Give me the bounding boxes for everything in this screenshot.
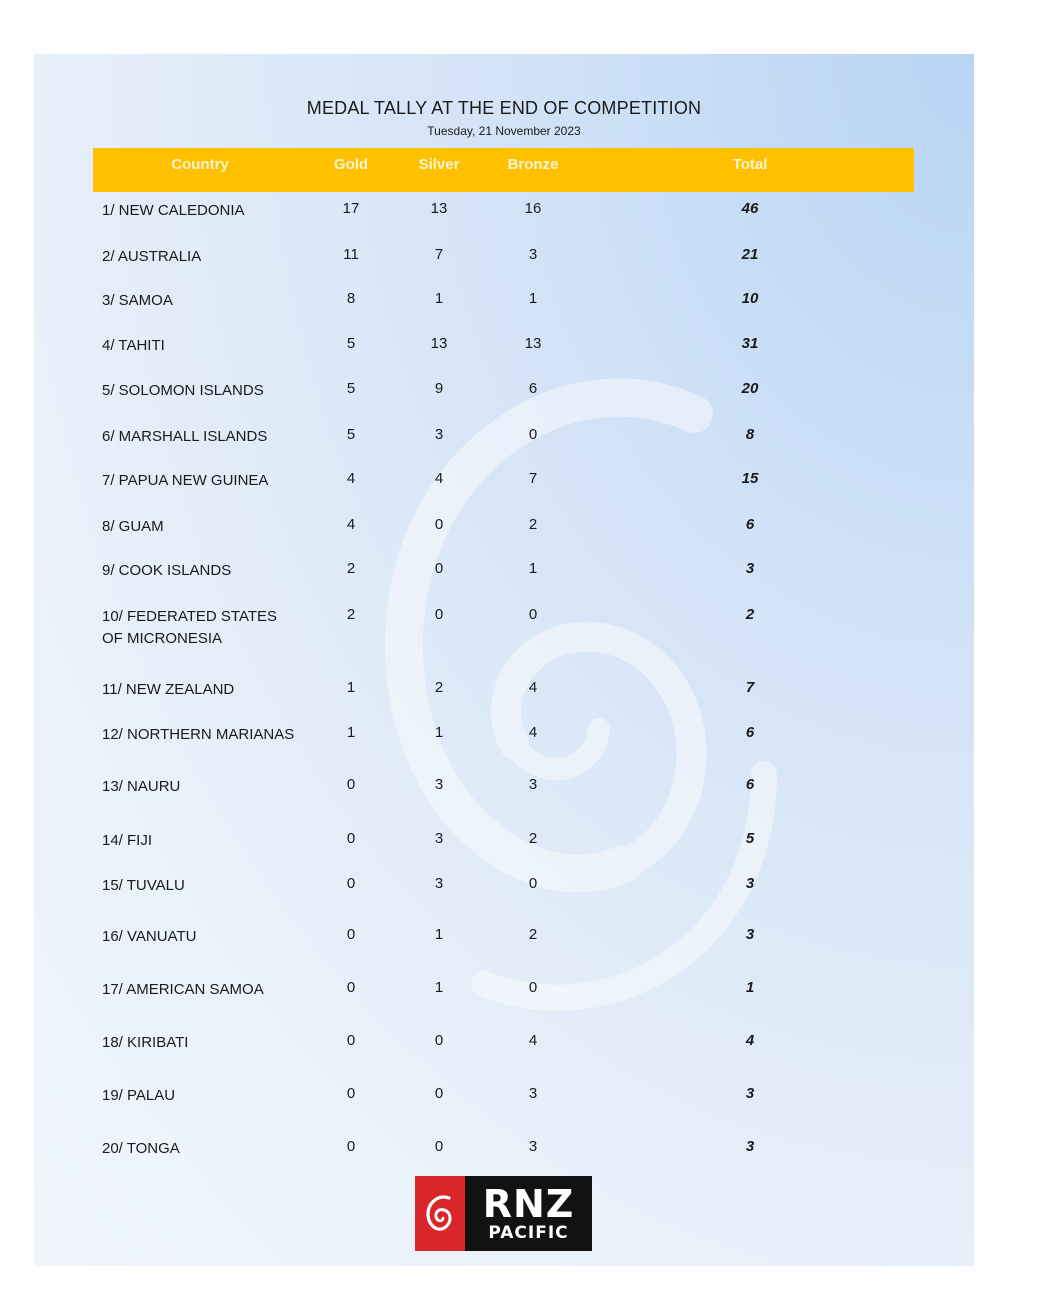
country-cell: 11/ NEW ZEALAND — [102, 681, 235, 698]
silver-cell: 3 — [434, 776, 444, 793]
bronze-cell: 4 — [528, 724, 538, 741]
total-cell: 6 — [745, 724, 755, 741]
country-cell: 8/ GUAM — [102, 518, 164, 535]
bronze-cell: 3 — [528, 246, 538, 263]
country-cell: 20/ TONGA — [102, 1140, 180, 1157]
gold-cell: 2 — [346, 560, 356, 577]
country-cell: 4/ TAHITI — [102, 337, 165, 354]
country-cell: 1/ NEW CALEDONIA — [102, 202, 245, 219]
total-cell: 3 — [745, 560, 755, 577]
gold-cell: 0 — [346, 979, 356, 996]
bronze-cell: 13 — [524, 335, 542, 352]
bronze-cell: 2 — [528, 516, 538, 533]
header-silver: Silver — [418, 156, 460, 173]
country-cell: 14/ FIJI — [102, 832, 153, 849]
silver-cell: 0 — [434, 606, 444, 623]
bronze-cell: 7 — [528, 470, 538, 487]
country-cell: 16/ VANUATU — [102, 928, 197, 945]
silver-cell: 0 — [434, 516, 444, 533]
country-cell: 13/ NAURU — [102, 778, 181, 795]
medal-tally-sheet — [34, 54, 974, 1266]
country-cell: 18/ KIRIBATI — [102, 1034, 189, 1051]
swirl-watermark-icon — [364, 344, 784, 1044]
silver-cell: 0 — [434, 1138, 444, 1155]
country-cell: 9/ COOK ISLANDS — [102, 562, 232, 579]
total-cell: 15 — [741, 470, 759, 487]
rnz-pacific-logo — [415, 1176, 592, 1251]
total-cell: 6 — [745, 776, 755, 793]
total-cell: 3 — [745, 875, 755, 892]
gold-cell: 0 — [346, 875, 356, 892]
gold-cell: 1 — [346, 724, 356, 741]
country-cell: 12/ NORTHERN MARIANAS — [102, 726, 295, 743]
total-cell: 10 — [741, 290, 759, 307]
gold-cell: 5 — [346, 426, 356, 443]
gold-cell: 4 — [346, 470, 356, 487]
country-cell: 7/ PAPUA NEW GUINEA — [102, 472, 269, 489]
total-cell: 46 — [741, 200, 759, 217]
bronze-cell: 1 — [528, 290, 538, 307]
total-cell: 5 — [745, 830, 755, 847]
bronze-cell: 0 — [528, 606, 538, 623]
total-cell: 2 — [745, 606, 755, 623]
total-cell: 8 — [745, 426, 755, 443]
header-country: Country — [171, 156, 229, 173]
total-cell: 20 — [741, 380, 759, 397]
bronze-cell: 1 — [528, 560, 538, 577]
bronze-cell: 2 — [528, 830, 538, 847]
total-cell: 3 — [745, 1085, 755, 1102]
rnz-wordmark — [465, 1176, 592, 1251]
gold-cell: 1 — [346, 679, 356, 696]
bronze-cell: 3 — [528, 1138, 538, 1155]
total-cell: 4 — [745, 1032, 755, 1049]
gold-cell: 8 — [346, 290, 356, 307]
gold-cell: 0 — [346, 776, 356, 793]
gold-cell: 17 — [342, 200, 360, 217]
silver-cell: 1 — [434, 926, 444, 943]
rnz-swirl-icon — [415, 1176, 465, 1251]
gold-cell: 0 — [346, 1085, 356, 1102]
total-cell: 1 — [745, 979, 755, 996]
country-cell: 10/ FEDERATED STATES OF MICRONESIA — [102, 608, 278, 647]
silver-cell: 4 — [434, 470, 444, 487]
silver-cell: 1 — [434, 290, 444, 307]
silver-cell: 3 — [434, 426, 444, 443]
bronze-cell: 0 — [528, 426, 538, 443]
gold-cell: 0 — [346, 1138, 356, 1155]
bronze-cell: 6 — [528, 380, 538, 397]
logo-name: RNZ — [482, 1181, 575, 1226]
total-cell: 3 — [745, 1138, 755, 1155]
silver-cell: 1 — [434, 979, 444, 996]
country-cell: 3/ SAMOA — [102, 292, 173, 309]
country-cell: 6/ MARSHALL ISLANDS — [102, 428, 268, 445]
header-bronze: Bronze — [507, 156, 559, 173]
country-cell: 2/ AUSTRALIA — [102, 248, 202, 265]
silver-cell: 0 — [434, 1032, 444, 1049]
silver-cell: 7 — [434, 246, 444, 263]
gold-cell: 0 — [346, 830, 356, 847]
country-cell: 5/ SOLOMON ISLANDS — [102, 382, 264, 399]
silver-cell: 13 — [430, 335, 448, 352]
bronze-cell: 4 — [528, 1032, 538, 1049]
gold-cell: 0 — [346, 926, 356, 943]
gold-cell: 5 — [346, 380, 356, 397]
page-subtitle: Tuesday, 21 November 2023 — [427, 124, 581, 138]
bronze-cell: 3 — [528, 1085, 538, 1102]
silver-cell: 0 — [434, 1085, 444, 1102]
gold-cell: 0 — [346, 1032, 356, 1049]
gold-cell: 5 — [346, 335, 356, 352]
silver-cell: 3 — [434, 830, 444, 847]
country-cell: 15/ TUVALU — [102, 877, 185, 894]
total-cell: 31 — [741, 335, 759, 352]
gold-cell: 4 — [346, 516, 356, 533]
gold-cell: 11 — [343, 246, 359, 263]
page-title: MEDAL TALLY AT THE END OF COMPETITION — [306, 98, 702, 118]
gold-cell: 2 — [346, 606, 356, 623]
bronze-cell: 4 — [528, 679, 538, 696]
total-cell: 7 — [745, 679, 755, 696]
silver-cell: 3 — [434, 875, 444, 892]
bronze-cell: 0 — [528, 979, 538, 996]
silver-cell: 2 — [434, 679, 444, 696]
bronze-cell: 16 — [524, 200, 542, 217]
header-gold: Gold — [333, 156, 369, 173]
logo-sub: PACIFIC — [488, 1222, 569, 1243]
table-header — [93, 148, 914, 192]
silver-cell: 9 — [434, 380, 444, 397]
total-cell: 6 — [745, 516, 755, 533]
bronze-cell: 3 — [528, 776, 538, 793]
silver-cell: 13 — [430, 200, 448, 217]
country-cell: 17/ AMERICAN SAMOA — [102, 981, 264, 998]
total-cell: 21 — [741, 246, 759, 263]
bronze-cell: 0 — [528, 875, 538, 892]
bronze-cell: 2 — [528, 926, 538, 943]
header-total: Total — [732, 156, 768, 173]
silver-cell: 1 — [434, 724, 444, 741]
total-cell: 3 — [745, 926, 755, 943]
country-cell: 19/ PALAU — [102, 1087, 176, 1104]
silver-cell: 0 — [434, 560, 444, 577]
